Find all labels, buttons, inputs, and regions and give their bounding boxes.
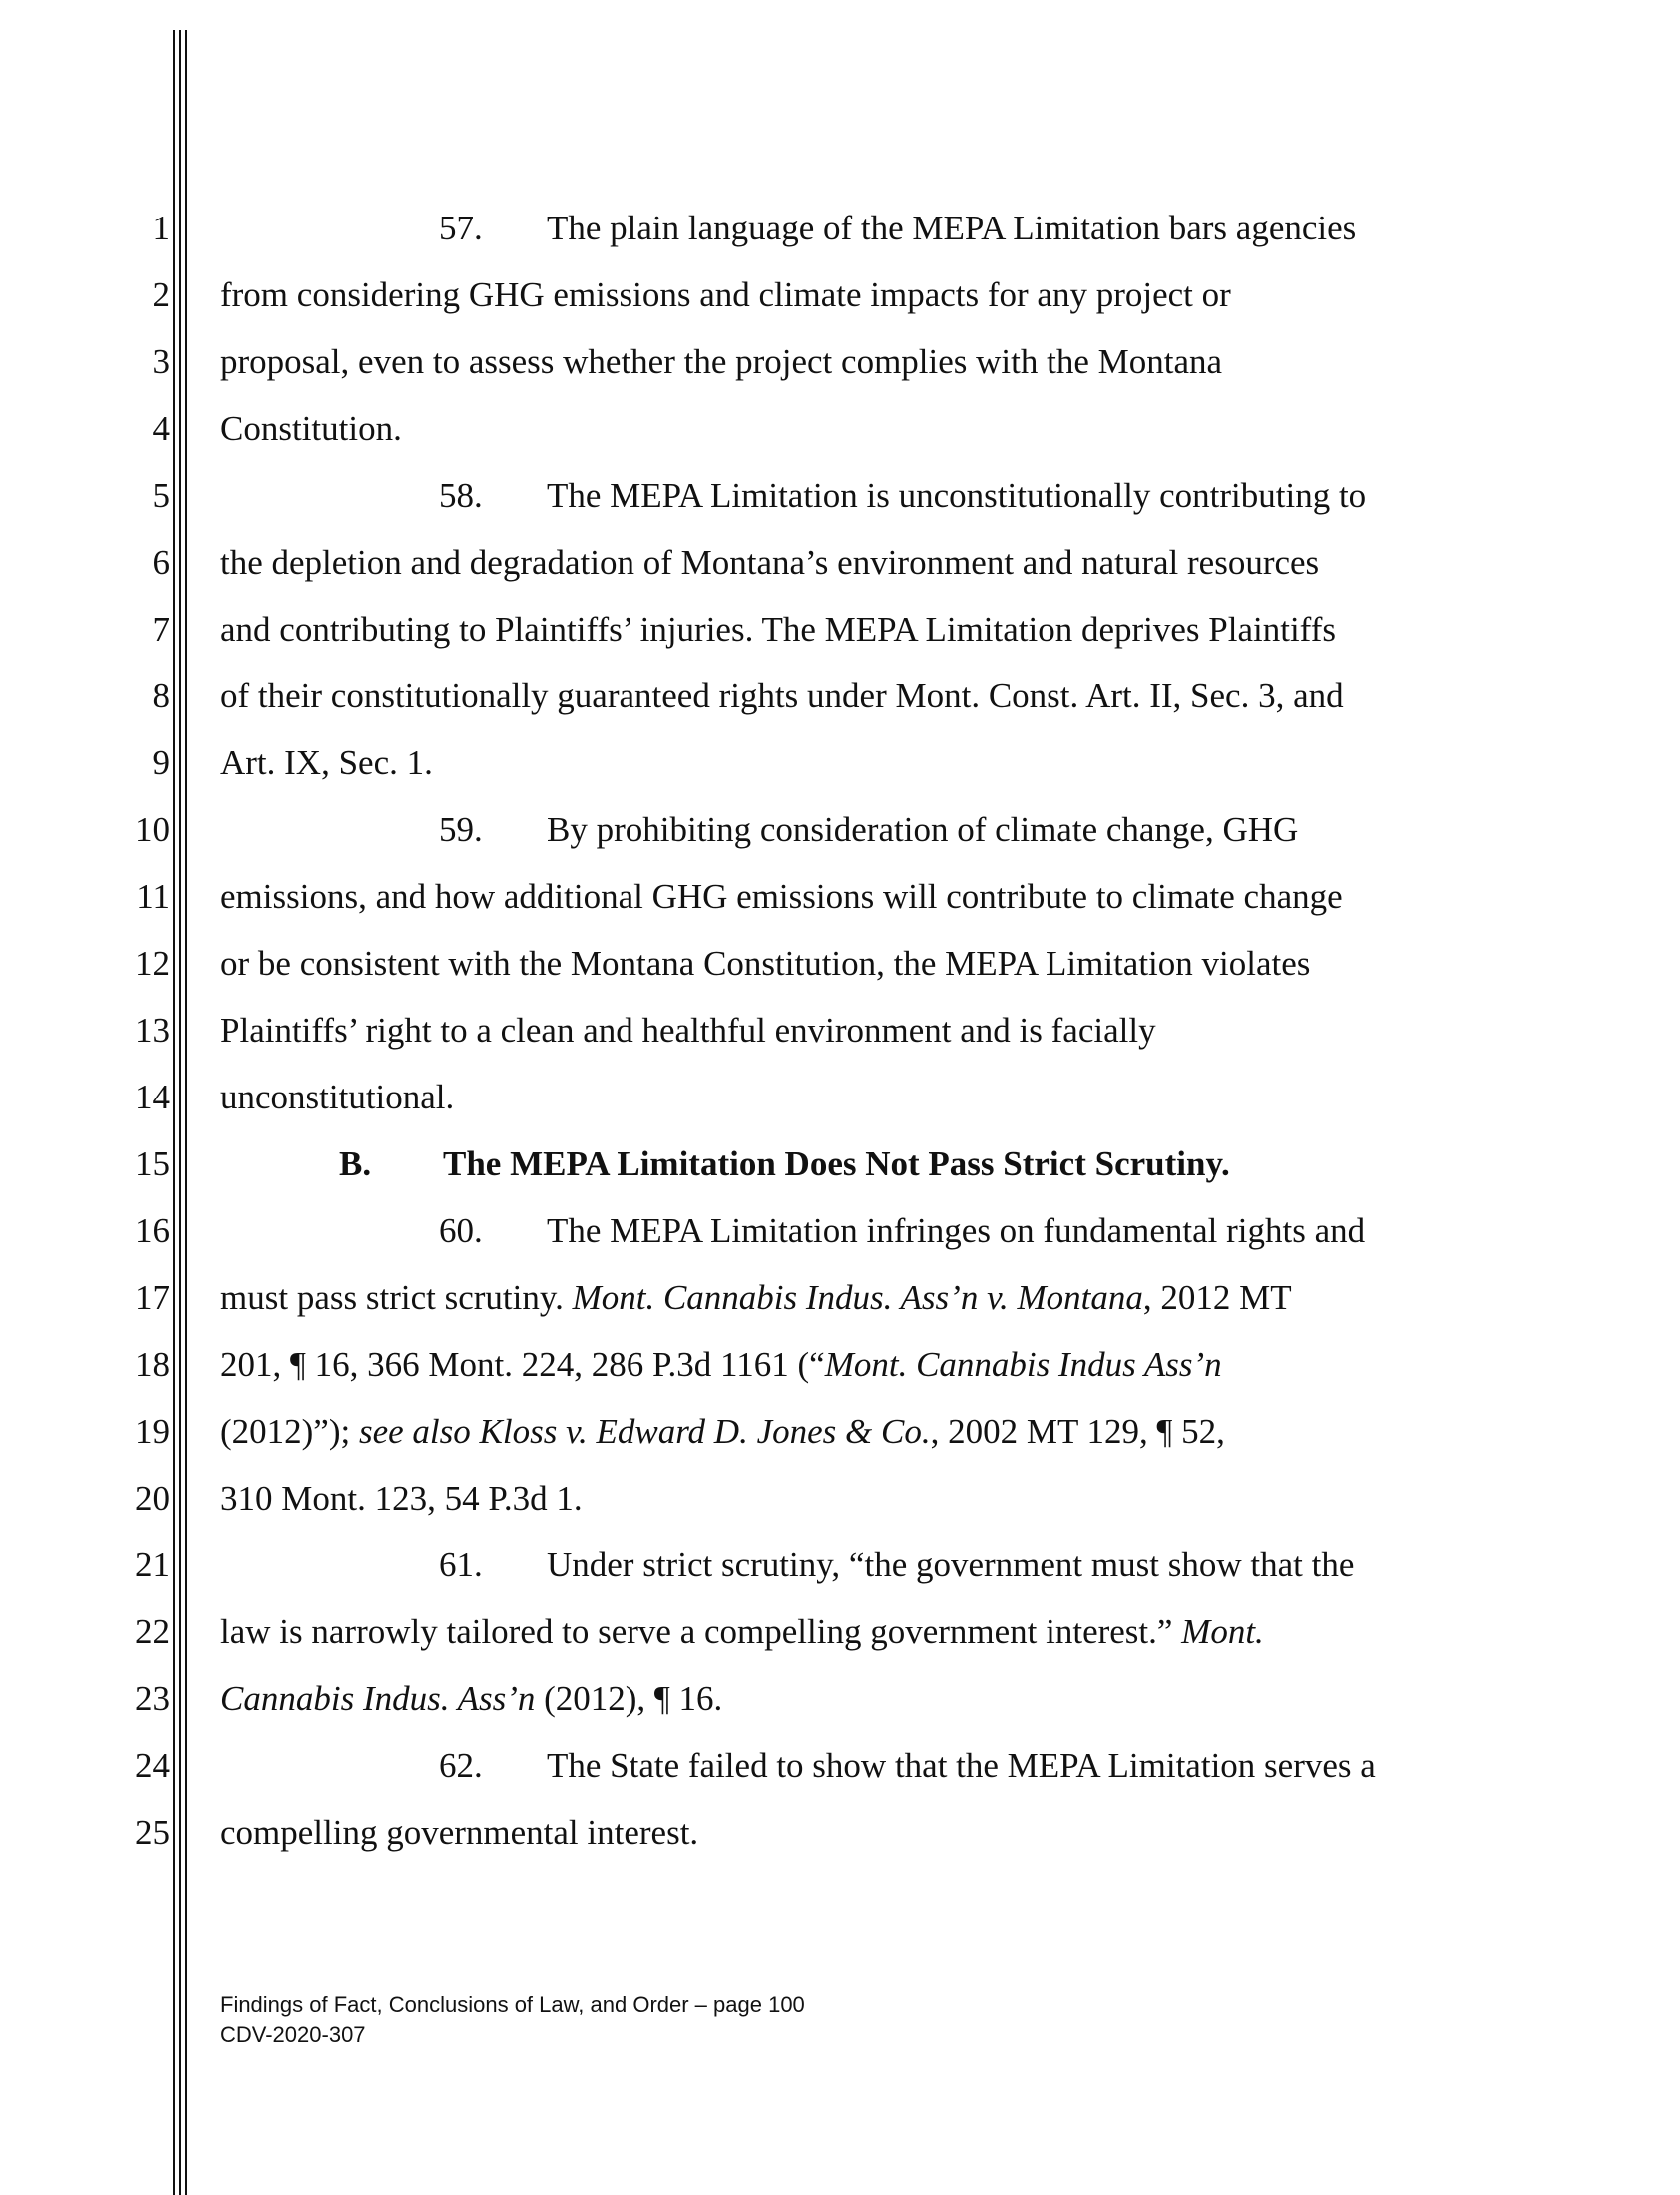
case-citation: Cannabis Indus. Ass’n: [220, 1679, 536, 1718]
case-citation: see also Kloss v. Edward D. Jones & Co.: [358, 1412, 931, 1451]
line-number: 14: [135, 1078, 170, 1116]
paragraph-58-line: of their constitutionally guaranteed rights under Mont. Const. Art. II, Sec. 3, and: [220, 676, 1344, 715]
paragraph-61-line: law is narrowly tailored to serve a compelling government interest.” Mont.: [220, 1612, 1264, 1651]
paragraph-59-line: Plaintiffs’ right to a clean and healthful environment and is facially: [220, 1011, 1156, 1050]
line-number: 8: [152, 676, 170, 715]
line-number: 16: [135, 1211, 170, 1250]
paragraph-60-line: must pass strict scrutiny. Mont. Cannabis Indus. Ass’n v. Montana, 2012 MT: [220, 1278, 1292, 1317]
paragraph-58-line: and contributing to Plaintiffs’ injuries. The MEPA Limitation deprives Plaintiffs: [220, 610, 1336, 649]
line-number: 7: [152, 610, 170, 649]
line-number: 3: [152, 342, 170, 381]
paragraph-57-line: proposal, even to assess whether the project complies with the Montana: [220, 342, 1223, 381]
line-number: 4: [152, 409, 170, 448]
case-citation: Mont. Cannabis Indus Ass’n: [824, 1345, 1222, 1384]
paragraph-number: 57.: [439, 209, 483, 247]
footer-title: Findings of Fact, Conclusions of Law, and Order – page 100: [220, 1992, 805, 2017]
line-number: 6: [152, 543, 170, 582]
paragraph-number: 58.: [439, 476, 483, 515]
line-number: 17: [135, 1278, 170, 1317]
left-margin-rule-inner: [179, 30, 181, 2195]
line-number: 1: [152, 209, 170, 247]
paragraph-58-line: Art. IX, Sec. 1.: [220, 743, 433, 782]
paragraph-60-line: 201, ¶ 16, 366 Mont. 224, 286 P.3d 1161 (“Mont. Cannabis Indus Ass’n: [220, 1345, 1222, 1384]
paragraph-number: 60.: [439, 1211, 483, 1250]
line-number: 9: [152, 743, 170, 782]
paragraph-57-line: from considering GHG emissions and climate impacts for any project or: [220, 275, 1231, 314]
section-title: The MEPA Limitation Does Not Pass Strict Scrutiny.: [443, 1144, 1230, 1183]
line-number: 24: [135, 1746, 170, 1785]
paragraph-61-line: Cannabis Indus. Ass’n (2012), ¶ 16.: [220, 1679, 723, 1718]
footer-case-number: CDV-2020-307: [220, 2022, 366, 2047]
paragraph-number: 61.: [439, 1545, 483, 1584]
case-citation: Mont. Cannabis Indus. Ass’n v. Montana: [572, 1278, 1143, 1317]
left-margin-rule-outer: [185, 30, 187, 2195]
line-number: 12: [135, 944, 170, 983]
paragraph-62-line: compelling governmental interest.: [220, 1813, 699, 1852]
line-number: 15: [135, 1144, 170, 1183]
line-number: 2: [152, 275, 170, 314]
line-number: 19: [135, 1412, 170, 1451]
line-number: 10: [135, 810, 170, 849]
line-number: 5: [152, 476, 170, 515]
line-number: 21: [135, 1545, 170, 1584]
line-number: 23: [135, 1679, 170, 1718]
paragraph-57-line: Constitution.: [220, 409, 402, 448]
section-letter: B.: [339, 1144, 372, 1183]
line-number: 22: [135, 1612, 170, 1651]
section-heading: [339, 1146, 1666, 1181]
paragraph-61-line: 61. Under strict scrutiny, “the government must show that the: [439, 1545, 1355, 1584]
paragraph-60-line: 60. The MEPA Limitation infringes on fundamental rights and: [439, 1211, 1366, 1250]
paragraph-59-line: 59. By prohibiting consideration of climate change, GHG: [439, 810, 1299, 849]
paragraph-62-line: 62. The State failed to show that the MEPA Limitation serves a: [439, 1746, 1376, 1785]
paragraph-59-line: emissions, and how additional GHG emissions will contribute to climate change: [220, 877, 1343, 916]
paragraph-number: 62.: [439, 1746, 483, 1785]
line-number: 11: [136, 877, 170, 916]
paragraph-58-line: 58. The MEPA Limitation is unconstitutionally contributing to: [439, 476, 1367, 515]
paragraph-58-line: the depletion and degradation of Montana’s environment and natural resources: [220, 543, 1320, 582]
line-number: 25: [135, 1813, 170, 1852]
line-number: 13: [135, 1011, 170, 1050]
paragraph-number: 59.: [439, 810, 483, 849]
case-citation: Mont.: [1181, 1612, 1264, 1651]
line-number: 18: [135, 1345, 170, 1384]
paragraph-60-line: 310 Mont. 123, 54 P.3d 1.: [220, 1479, 583, 1518]
paragraph-59-line: unconstitutional.: [220, 1078, 455, 1116]
paragraph-60-line: (2012)”); see also Kloss v. Edward D. Jones & Co., 2002 MT 129, ¶ 52,: [220, 1412, 1225, 1451]
line-number: 20: [135, 1479, 170, 1518]
left-margin-rule: [173, 30, 175, 2195]
paragraph-59-line: or be consistent with the Montana Constitution, the MEPA Limitation violates: [220, 944, 1311, 983]
paragraph-57-line: 57. The plain language of the MEPA Limitation bars agencies: [439, 209, 1357, 247]
